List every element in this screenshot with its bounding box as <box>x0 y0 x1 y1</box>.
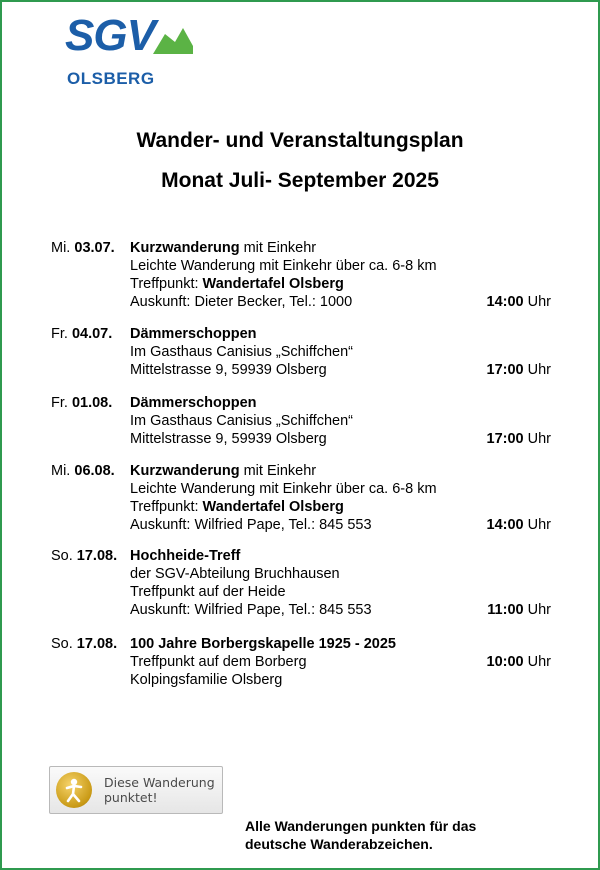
event-detail-line <box>130 257 470 275</box>
event-detail-text: Im Gasthaus Canisius „Schiffchen“ <box>130 344 353 360</box>
event-item <box>51 547 551 619</box>
logo-sub-text: OLSBERG <box>67 69 155 88</box>
event-detail-line <box>130 394 470 412</box>
event-detail-line <box>130 325 470 343</box>
event-detail-bold: 100 Jahre Borbergskapelle 1925 - 2025 <box>130 636 396 652</box>
event-detail-text: Auskunft: Wilfried Pape, Tel.: 845 553 <box>130 602 372 618</box>
event-time-unit: Uhr <box>527 517 551 533</box>
badge-line-2: punktet! <box>104 790 158 805</box>
event-detail-bold: Wandertafel Olsberg <box>202 499 344 515</box>
event-detail-text: Auskunft: Dieter Becker, Tel.: 1000 <box>130 294 353 310</box>
event-detail-text: der SGV-Abteilung Bruchhausen <box>130 566 340 582</box>
event-detail-line <box>130 516 470 534</box>
event-detail-line <box>130 635 470 653</box>
event-date <box>51 635 117 653</box>
event-time-value: 17:00 <box>486 362 524 378</box>
footer-note-line-2: deutsche Wanderabzeichen. <box>245 836 433 852</box>
event-details <box>130 239 470 311</box>
event-detail-line <box>130 498 470 516</box>
event-details <box>130 462 470 534</box>
event-detail-text: Treffpunkt: <box>130 499 203 515</box>
event-date-value: 01.08. <box>71 395 113 411</box>
event-detail-text: Auskunft: Wilfried Pape, Tel.: 845 553 <box>130 517 372 533</box>
event-time-unit: Uhr <box>527 654 551 670</box>
event-detail-line <box>130 343 470 361</box>
event-detail-line <box>130 547 470 565</box>
event-item <box>51 635 551 689</box>
event-date-value: 17.08. <box>76 636 118 652</box>
event-detail-bold: Kurzwanderung <box>130 240 240 256</box>
event-detail-line <box>130 412 470 430</box>
event-weekday: Mi. <box>51 463 71 479</box>
event-date <box>51 394 112 412</box>
footer-note <box>245 817 476 853</box>
event-detail-text: Leichte Wanderung mit Einkehr über ca. 6-8 km <box>130 481 437 497</box>
event-detail-line <box>130 293 470 311</box>
event-detail-line <box>130 583 470 601</box>
sgv-logo <box>65 11 190 88</box>
event-time <box>487 361 552 379</box>
event-detail-line <box>130 565 470 583</box>
event-item <box>51 325 551 379</box>
event-detail-line <box>130 361 470 379</box>
event-detail-line <box>130 430 470 448</box>
event-details <box>130 547 470 619</box>
event-details <box>130 394 470 448</box>
badge-line-1: Diese Wanderung <box>104 775 215 790</box>
event-date-value: 03.07. <box>74 240 115 256</box>
event-time <box>487 601 551 619</box>
event-date <box>51 547 117 565</box>
event-detail-bold: Hochheide-Treff <box>130 548 241 564</box>
event-detail-line <box>130 275 470 293</box>
hiker-icon <box>56 772 92 808</box>
event-detail-bold: Dämmerschoppen <box>130 326 257 342</box>
wanderung-punktet-badge <box>49 766 223 814</box>
event-time-unit: Uhr <box>527 362 551 378</box>
event-detail-bold: Wandertafel Olsberg <box>202 276 344 292</box>
badge-text <box>104 775 215 805</box>
event-weekday: Fr. <box>51 326 68 342</box>
event-detail-text: mit Einkehr <box>239 463 317 479</box>
event-detail-text: Treffpunkt: <box>130 276 203 292</box>
event-detail-text: Mittelstrasse 9, 59939 Olsberg <box>130 431 327 447</box>
event-date <box>51 239 115 257</box>
event-detail-text: Mittelstrasse 9, 59939 Olsberg <box>130 362 327 378</box>
event-weekday: So. <box>51 636 73 652</box>
event-detail-text: Im Gasthaus Canisius „Schiffchen“ <box>130 413 353 429</box>
page-title: Wander- und Veranstaltungsplan <box>136 129 464 152</box>
mountain-icon <box>153 24 193 56</box>
event-time <box>487 293 552 311</box>
event-detail-line <box>130 601 470 619</box>
event-detail-bold: Dämmerschoppen <box>130 395 257 411</box>
event-time-value: 17:00 <box>486 431 524 447</box>
event-detail-line <box>130 462 470 480</box>
event-item <box>51 394 551 448</box>
event-item <box>51 462 551 534</box>
event-detail-text: mit Einkehr <box>239 240 317 256</box>
event-detail-line <box>130 671 470 689</box>
event-time <box>487 430 552 448</box>
event-time-value: 10:00 <box>486 654 524 670</box>
event-date <box>51 462 115 480</box>
event-date-value: 06.08. <box>74 463 115 479</box>
event-time-value: 14:00 <box>486 517 524 533</box>
event-details <box>130 635 470 689</box>
event-detail-text: Leichte Wanderung mit Einkehr über ca. 6-8 km <box>130 258 437 274</box>
event-detail-bold: Kurzwanderung <box>130 463 240 479</box>
event-time-unit: Uhr <box>527 294 551 310</box>
page-subtitle: Monat Juli- September 2025 <box>161 169 439 192</box>
event-time-value: 14:00 <box>486 294 524 310</box>
event-item <box>51 239 551 311</box>
event-weekday: Mi. <box>51 240 71 256</box>
event-time <box>487 516 552 534</box>
event-time-unit: Uhr <box>527 431 551 447</box>
event-detail-line <box>130 480 470 498</box>
event-weekday: Fr. <box>51 395 68 411</box>
logo-main-text: SGV <box>65 11 155 60</box>
event-detail-text: Kolpingsfamilie Olsberg <box>130 672 283 688</box>
event-time <box>487 653 552 671</box>
event-detail-text: Treffpunkt auf der Heide <box>130 584 286 600</box>
event-weekday: So. <box>51 548 73 564</box>
footer-note-line-1: Alle Wanderungen punkten für das <box>245 818 477 834</box>
event-detail-text: Treffpunkt auf dem Borberg <box>130 654 307 670</box>
event-details <box>130 325 470 379</box>
event-detail-line <box>130 653 470 671</box>
event-date-value: 17.08. <box>76 548 118 564</box>
event-detail-line <box>130 239 470 257</box>
event-time-value: 11:00 <box>487 602 524 618</box>
event-date <box>51 325 112 343</box>
event-date-value: 04.07. <box>71 326 113 342</box>
event-time-unit: Uhr <box>527 602 551 618</box>
